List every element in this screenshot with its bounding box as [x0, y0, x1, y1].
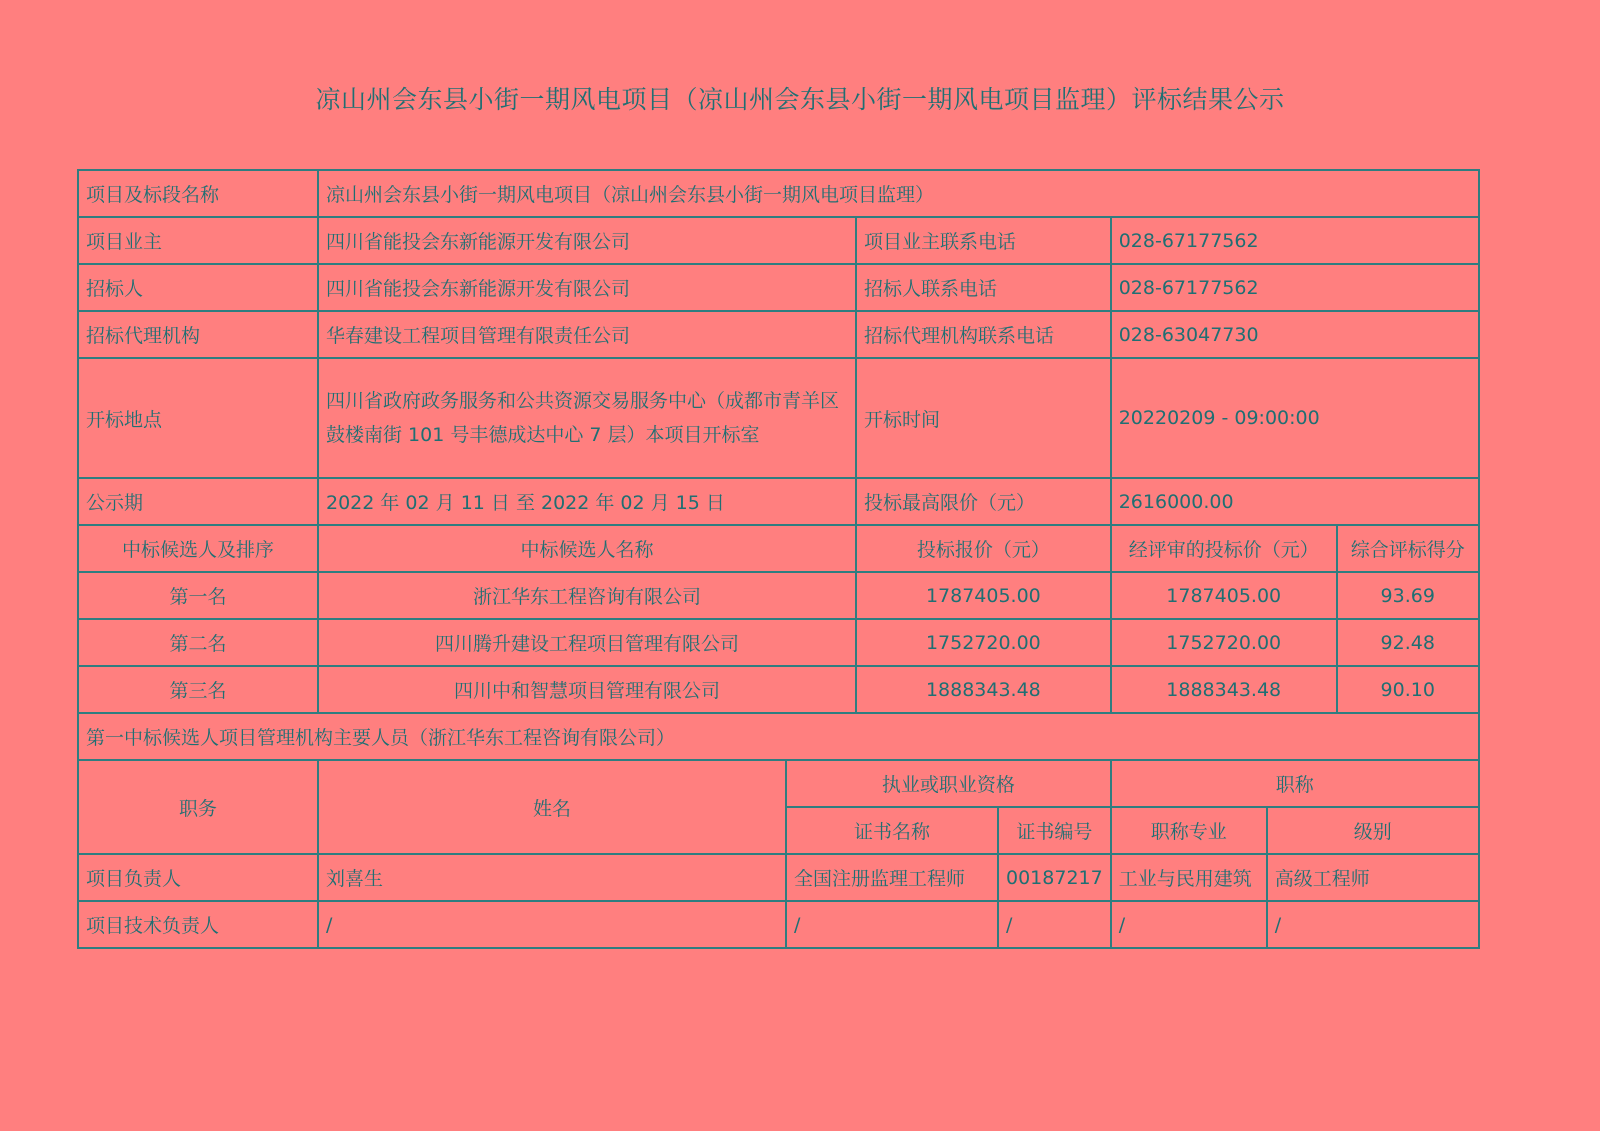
person-cert-name: 全国注册监理工程师 — [786, 854, 998, 901]
row-agency — [78, 311, 1479, 358]
header-score: 综合评标得分 — [1337, 525, 1479, 572]
row-tenderer — [78, 264, 1479, 311]
value-tenderer-phone: 028-67177562 — [1111, 264, 1479, 311]
label-open-time: 开标时间 — [856, 358, 1111, 478]
candidate-name: 四川腾升建设工程项目管理有限公司 — [318, 619, 856, 666]
person-level: 高级工程师 — [1267, 854, 1479, 901]
row-period — [78, 478, 1479, 525]
value-agency: 华春建设工程项目管理有限责任公司 — [318, 311, 856, 358]
value-agency-phone: 028-63047730 — [1111, 311, 1479, 358]
header-professional-title: 职称 — [1111, 760, 1479, 807]
person-title-major: / — [1111, 901, 1267, 948]
row-project-name — [78, 170, 1479, 217]
candidate-reviewed: 1888343.48 — [1111, 666, 1337, 713]
candidates-header-row — [78, 525, 1479, 572]
value-tenderer: 四川省能投会东新能源开发有限公司 — [318, 264, 856, 311]
page-title: 凉山州会东县小街一期风电项目（凉山州会东县小街一期风电项目监理）评标结果公示 — [315, 85, 1285, 114]
header-cert-no: 证书编号 — [998, 807, 1111, 854]
personnel-section-row — [78, 713, 1479, 760]
table-row — [78, 572, 1479, 619]
label-owner-phone: 项目业主联系电话 — [856, 217, 1111, 264]
person-cert-name: / — [786, 901, 998, 948]
label-period: 公示期 — [78, 478, 318, 525]
value-project-name: 凉山州会东县小街一期风电项目（凉山州会东县小街一期风电项目监理） — [318, 170, 1479, 217]
person-duty: 项目技术负责人 — [78, 901, 318, 948]
bid-result-table — [77, 169, 1480, 949]
personnel-header-row-1 — [78, 760, 1479, 807]
header-rank: 中标候选人及排序 — [78, 525, 318, 572]
candidate-bid: 1888343.48 — [856, 666, 1111, 713]
candidate-score: 90.10 — [1337, 666, 1479, 713]
table-row — [78, 619, 1479, 666]
label-location: 开标地点 — [78, 358, 318, 478]
candidate-bid: 1787405.00 — [856, 572, 1111, 619]
header-cert-name: 证书名称 — [786, 807, 998, 854]
header-duty: 职务 — [78, 760, 318, 854]
table-row — [78, 901, 1479, 948]
header-qualification: 执业或职业资格 — [786, 760, 1111, 807]
value-open-time: 20220209 - 09:00:00 — [1111, 358, 1479, 478]
label-owner: 项目业主 — [78, 217, 318, 264]
value-period: 2022 年 02 月 11 日 至 2022 年 02 月 15 日 — [318, 478, 856, 525]
label-tenderer-phone: 招标人联系电话 — [856, 264, 1111, 311]
value-owner: 四川省能投会东新能源开发有限公司 — [318, 217, 856, 264]
candidate-bid: 1752720.00 — [856, 619, 1111, 666]
candidate-reviewed: 1752720.00 — [1111, 619, 1337, 666]
candidate-name: 浙江华东工程咨询有限公司 — [318, 572, 856, 619]
person-name: 刘喜生 — [318, 854, 786, 901]
header-person-name: 姓名 — [318, 760, 786, 854]
label-max-price: 投标最高限价（元） — [856, 478, 1111, 525]
row-location — [78, 358, 1479, 478]
person-cert-no: / — [998, 901, 1111, 948]
header-bid-price: 投标报价（元） — [856, 525, 1111, 572]
value-max-price: 2616000.00 — [1111, 478, 1479, 525]
candidate-name: 四川中和智慧项目管理有限公司 — [318, 666, 856, 713]
candidate-score: 92.48 — [1337, 619, 1479, 666]
label-agency: 招标代理机构 — [78, 311, 318, 358]
person-name: / — [318, 901, 786, 948]
candidate-rank: 第二名 — [78, 619, 318, 666]
candidate-rank: 第一名 — [78, 572, 318, 619]
header-level: 级别 — [1267, 807, 1479, 854]
candidate-score: 93.69 — [1337, 572, 1479, 619]
row-owner — [78, 217, 1479, 264]
value-owner-phone: 028-67177562 — [1111, 217, 1479, 264]
table-row — [78, 854, 1479, 901]
header-reviewed-price: 经评审的投标价（元） — [1111, 525, 1337, 572]
personnel-section-title: 第一中标候选人项目管理机构主要人员（浙江华东工程咨询有限公司） — [78, 713, 1479, 760]
table-row — [78, 666, 1479, 713]
person-title-major: 工业与民用建筑 — [1111, 854, 1267, 901]
person-duty: 项目负责人 — [78, 854, 318, 901]
label-agency-phone: 招标代理机构联系电话 — [856, 311, 1111, 358]
candidate-reviewed: 1787405.00 — [1111, 572, 1337, 619]
header-title-major: 职称专业 — [1111, 807, 1267, 854]
candidate-rank: 第三名 — [78, 666, 318, 713]
value-location: 四川省政府政务服务和公共资源交易服务中心（成都市青羊区鼓楼南街 101 号丰德成达中心 7 层）本项目开标室 — [318, 358, 856, 478]
person-level: / — [1267, 901, 1479, 948]
person-cert-no: 00187217 — [998, 854, 1111, 901]
header-candidate-name: 中标候选人名称 — [318, 525, 856, 572]
label-project-name: 项目及标段名称 — [78, 170, 318, 217]
label-tenderer: 招标人 — [78, 264, 318, 311]
